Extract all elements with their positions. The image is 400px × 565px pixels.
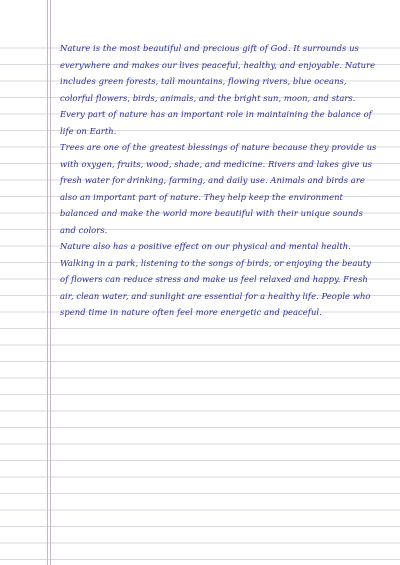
margin-line-right bbox=[50, 0, 51, 565]
paragraph-1: Nature is the most beautiful and precious gift of God. It surrounds us everywhere and makes our lives peaceful, healthy, and enjoyable. Nature includes green forests, tall mountains, flowing rivers, blue oceans, colorful flowers, birds, animals, and the bright sun, moon, and stars. Every part of nature has an important role in maintaining the balance of life on Earth. bbox=[60, 43, 376, 136]
paragraph-3: Nature also has a positive effect on our physical and mental health. Walking in a park, listening to the songs of birds, or enjoying the beauty of flowers can reduce stress and make us feel relaxed and happy. Fresh air, clean water, and sunlight are essential for a healthy life. People who spend time in nature often feel more energetic and peaceful. bbox=[60, 241, 372, 317]
page-header-space bbox=[0, 0, 400, 32]
essay-text bbox=[60, 40, 378, 321]
margin-line-left bbox=[47, 0, 48, 565]
paragraph-2: Trees are one of the greatest blessings of nature because they provide us with oxygen, fruits, wood, shade, and medicine. Rivers and lakes give us fresh water for drinking, farming, and daily use. Animals and birds are also an important part of nature. They help keep the environment balanced and make the world more beautiful with their unique sounds and colors. bbox=[60, 142, 377, 235]
